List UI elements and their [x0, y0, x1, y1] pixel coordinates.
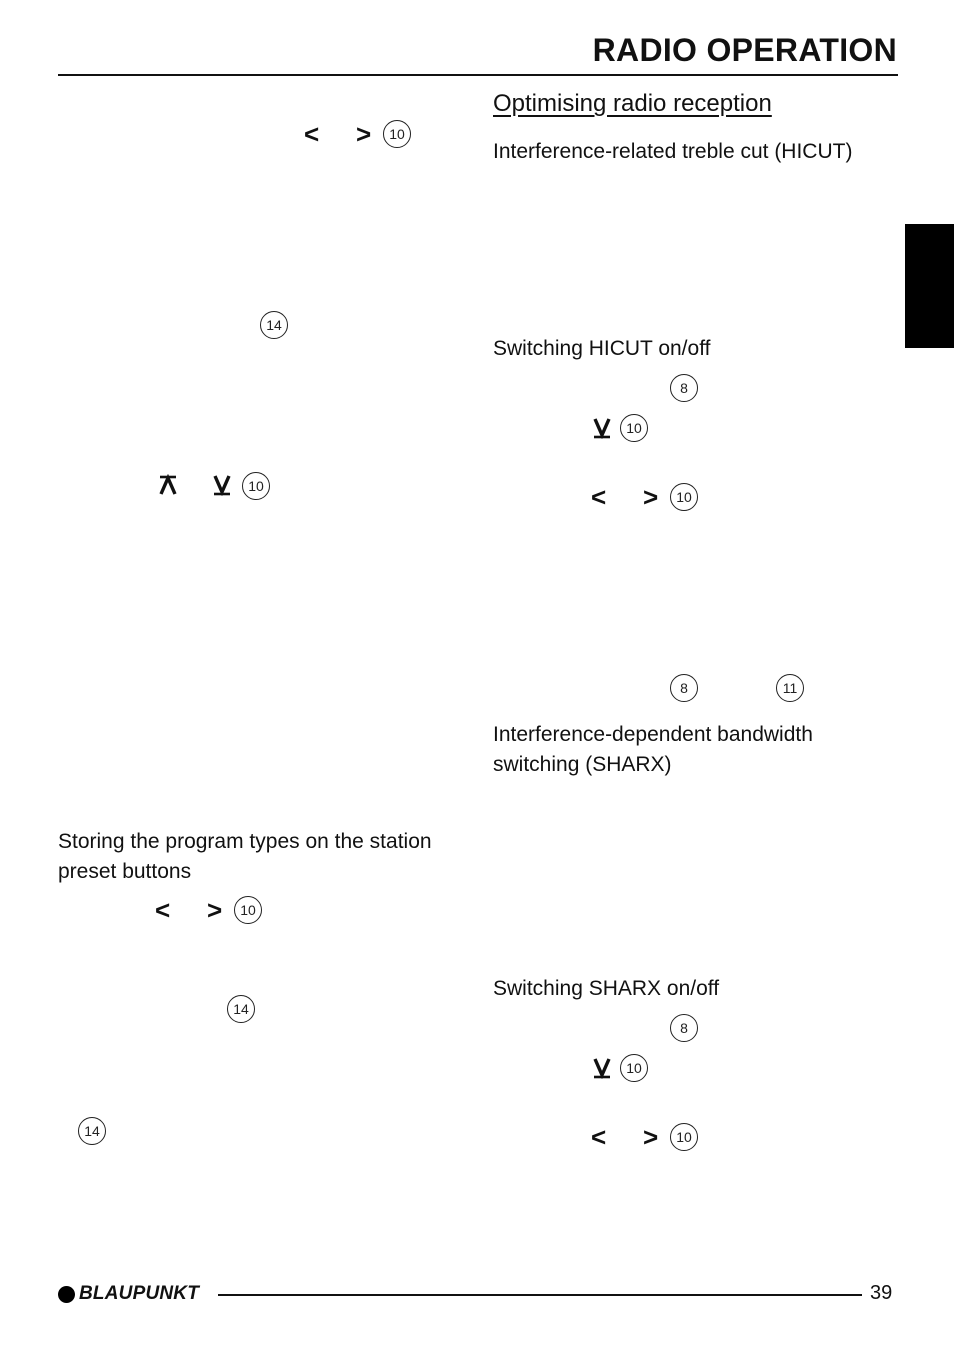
button-ref-badge: 8	[670, 674, 698, 702]
hicut-heading: Interference-related treble cut (HICUT)	[493, 140, 853, 163]
section-tab-marker	[905, 224, 954, 348]
button-ref-badge: 14	[78, 1117, 106, 1145]
switching-hicut-heading: Switching HICUT on/off	[493, 337, 711, 360]
button-ref-badge: 10	[234, 896, 262, 924]
right-arrow-icon: >	[643, 1122, 659, 1152]
left-arrow-icon: <	[304, 119, 320, 149]
right-arrow-icon: >	[207, 895, 223, 925]
button-ref-badge: 8	[670, 374, 698, 402]
page-title: RADIO OPERATION	[592, 32, 897, 68]
down-arrow-icon	[212, 474, 232, 496]
switching-sharx-heading: Switching SHARX on/off	[493, 977, 720, 1000]
page-number: 39	[870, 1282, 893, 1304]
footer-divider	[218, 1294, 862, 1296]
button-ref-badge: 10	[670, 1123, 698, 1151]
button-ref-badge: 10	[383, 120, 411, 148]
brand-logo	[58, 1283, 199, 1305]
button-ref-badge: 10	[620, 414, 648, 442]
left-arrow-icon: <	[591, 482, 607, 512]
right-arrow-icon: >	[643, 482, 659, 512]
left-arrow-icon: <	[591, 1122, 607, 1152]
section-heading-optimising: Optimising radio reception	[493, 90, 772, 117]
header-divider	[58, 74, 898, 76]
left-arrow-icon: <	[155, 895, 171, 925]
button-ref-badge: 14	[227, 995, 255, 1023]
button-ref-badge: 10	[620, 1054, 648, 1082]
button-ref-badge: 14	[260, 311, 288, 339]
down-arrow-icon	[592, 1057, 612, 1079]
storing-program-types-heading: Storing the program types on the station preset buttons	[58, 830, 432, 883]
logo-dot-icon	[58, 1286, 75, 1303]
brand-name: BLAUPUNKT	[79, 1283, 200, 1304]
sharx-heading: Interference-dependent bandwidth switching (SHARX)	[493, 723, 813, 776]
right-arrow-icon: >	[356, 119, 372, 149]
down-arrow-icon	[592, 417, 612, 439]
up-arrow-icon	[158, 474, 178, 496]
button-ref-badge: 10	[242, 472, 270, 500]
button-ref-badge: 8	[670, 1014, 698, 1042]
button-ref-badge: 10	[670, 483, 698, 511]
button-ref-badge: 11	[776, 674, 804, 702]
